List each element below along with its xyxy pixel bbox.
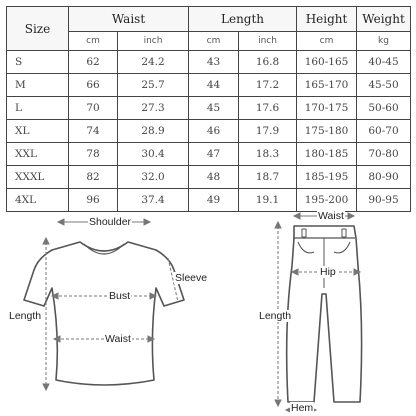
sleeve-label: Sleeve [175,272,208,284]
unit-height-cm: cm [297,32,357,51]
cell-weight: 60-70 [357,120,411,143]
cell-length-cm: 44 [189,74,239,97]
cell-length-cm: 47 [189,143,239,166]
cell-length-cm: 45 [189,97,239,120]
cell-length-inch: 18.3 [239,143,297,166]
cell-weight: 70-80 [357,143,411,166]
cell-weight: 90-95 [357,189,411,212]
cell-height: 170-175 [297,97,357,120]
cell-length-cm: 48 [189,166,239,189]
cell-length-inch: 16.8 [239,51,297,74]
cell-size: XXXL [7,166,69,189]
cell-waist-inch: 28.9 [118,120,189,143]
table-row [7,74,411,97]
cell-size: XL [7,120,69,143]
header-waist: Waist [69,7,189,32]
shirt-waist-label: Waist [105,333,131,345]
table-row [7,97,411,120]
cell-length-inch: 17.9 [239,120,297,143]
cell-waist-cm: 66 [69,74,118,97]
cell-size: XXL [7,143,69,166]
cell-waist-inch: 27.3 [118,97,189,120]
table-row [7,143,411,166]
pants-outline [208,206,416,416]
cell-height: 185-195 [297,166,357,189]
cell-height: 195-200 [297,189,357,212]
size-chart-table [6,6,411,212]
cell-size: M [7,74,69,97]
unit-length-cm: cm [189,32,239,51]
cell-height: 180-185 [297,143,357,166]
table-row [7,120,411,143]
cell-height: 175-180 [297,120,357,143]
cell-length-inch: 18.7 [239,166,297,189]
cell-weight: 80-90 [357,166,411,189]
table-row [7,51,411,74]
bust-label: Bust [109,290,131,302]
cell-length-inch: 17.2 [239,74,297,97]
cell-waist-cm: 62 [69,51,118,74]
shoulder-label: Shoulder [89,216,132,228]
cell-waist-cm: 96 [69,189,118,212]
cell-length-cm: 43 [189,51,239,74]
pants-diagram [208,206,416,416]
unit-length-inch: inch [239,32,297,51]
cell-size: L [7,97,69,120]
cell-length-inch: 17.6 [239,97,297,120]
cell-weight: 50-60 [357,97,411,120]
cell-size: 4XL [7,189,69,212]
table-header-row [7,7,411,32]
table-row [7,166,411,189]
header-height: Height [297,7,357,32]
tshirt-diagram [0,206,208,416]
header-size: Size [7,7,69,51]
hip-label: Hip [320,266,336,278]
shirt-length-label: Length [9,310,42,322]
cell-weight: 45-50 [357,74,411,97]
cell-weight: 40-45 [357,51,411,74]
cell-size: S [7,51,69,74]
pants-waist-label: Waist [318,210,344,222]
cell-waist-cm: 78 [69,143,118,166]
cell-waist-inch: 25.7 [118,74,189,97]
header-weight: Weight [357,7,411,32]
unit-weight-kg: kg [357,32,411,51]
unit-waist-cm: cm [69,32,118,51]
hem-label: Hem [291,402,314,414]
cell-waist-inch: 37.4 [118,189,189,212]
cell-waist-cm: 70 [69,97,118,120]
unit-waist-inch: inch [118,32,189,51]
pants-length-label: Length [259,310,292,322]
cell-waist-cm: 74 [69,120,118,143]
cell-waist-inch: 32.0 [118,166,189,189]
cell-waist-inch: 24.2 [118,51,189,74]
cell-length-cm: 46 [189,120,239,143]
cell-waist-inch: 30.4 [118,143,189,166]
cell-height: 165-170 [297,74,357,97]
cell-height: 160-165 [297,51,357,74]
header-length: Length [189,7,297,32]
cell-length-inch: 19.1 [239,189,297,212]
cell-waist-cm: 82 [69,166,118,189]
cell-length-cm: 49 [189,189,239,212]
